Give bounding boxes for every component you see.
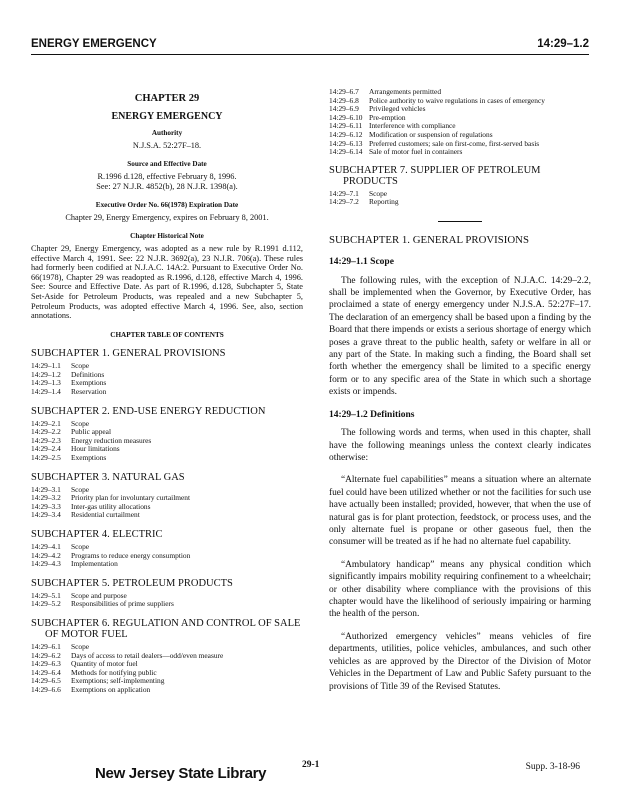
toc-entry-number: 14:29–3.2 bbox=[31, 493, 61, 503]
history-label: Chapter Historical Note bbox=[130, 232, 204, 241]
toc-entry-title: Scope bbox=[71, 418, 90, 428]
toc-entry-number: 14:29–2.5 bbox=[31, 453, 61, 463]
toc-entry-title: Interference with compliance bbox=[369, 121, 456, 131]
toc-entry-number: 14:29–6.4 bbox=[31, 667, 61, 677]
definitions-intro: The following words and terms, when used in this chapter, shall have the following meanings unless the context clearly indicates otherwise: bbox=[329, 428, 591, 463]
toc-entry-title: Quantity of motor fuel bbox=[71, 659, 138, 669]
toc-entry-number: 14:29–6.2 bbox=[31, 650, 61, 660]
library-watermark: New Jersey State Library bbox=[95, 765, 267, 782]
toc-entry-number: 14:29–1.4 bbox=[31, 387, 61, 397]
chapter-number: CHAPTER 29 bbox=[134, 93, 200, 104]
source-line-2: See: 27 N.J.R. 4852(b), 28 N.J.R. 1398(a). bbox=[96, 181, 238, 191]
header-section-number: 14:29–1.2 bbox=[537, 38, 589, 50]
toc-entry-number: 14:29–3.3 bbox=[31, 501, 61, 511]
toc-entry-title: Exemptions on application bbox=[71, 684, 151, 694]
toc-entry bbox=[31, 511, 303, 520]
authority-label: Authority bbox=[151, 129, 183, 138]
toc-subchapter-items bbox=[31, 362, 303, 396]
toc-entry-title: Methods for notifying public bbox=[71, 667, 157, 677]
definition-emergency-vehicles: “Authorized emergency vehicles” means vehicles of fire departments, utilities, police vehicles, ambulances, and such other vehicles as are approved by the Director of the Division of Motor Vehicles in the Department of Law and Public Safety pursuant to the provisions of Title 39 of the Revised Statutes. bbox=[329, 631, 591, 692]
toc-entry-number: 14:29–1.2 bbox=[31, 369, 61, 379]
toc-entry-title: Scope bbox=[71, 542, 90, 551]
header-title: ENERGY EMERGENCY bbox=[31, 38, 157, 50]
toc-subchapter-title: SUBCHAPTER 2. END-USE ENERGY REDUCTION bbox=[31, 405, 266, 417]
toc-entry-title: Implementation bbox=[71, 559, 118, 569]
subchapter-7-items bbox=[329, 190, 591, 207]
toc-entry-title: Exemptions bbox=[71, 453, 107, 463]
toc-entry-title: Scope bbox=[71, 361, 90, 371]
section-scope-text: The following rules, with the exception of N.J.A.C. 14:29–2.2, shall be implemented when the Governor, by Executive Order, has proclaimed a state of energy emergency under N.J.S.A. 52:27F–17. The declaration of an emergency shall be based upon a finding by the Board that there impends or exists a serious shortage of energy which poses a grave threat to the public health, safety or welfare in all or any part of the State. In making such a finding, the Board shall set forth whether the emergency shall be limited to a specific energy form or to any specific area of the State in which such a shortage exists or impends. bbox=[329, 275, 591, 398]
toc-entry-number: 14:29–6.9 bbox=[329, 104, 359, 114]
page-footer bbox=[0, 757, 620, 787]
toc-entry-title: Programs to reduce energy consumption bbox=[71, 550, 191, 560]
toc-subchapter-items bbox=[31, 486, 303, 520]
toc-entry-number: 14:29–5.2 bbox=[31, 599, 61, 609]
toc-entry-number: 14:29–1.1 bbox=[31, 361, 61, 371]
toc-entry-number: 14:29–6.13 bbox=[329, 138, 363, 148]
toc-entry bbox=[329, 198, 591, 207]
toc-entry-number: 14:29–2.1 bbox=[31, 418, 61, 428]
running-header bbox=[31, 38, 589, 55]
toc-entry-title: Modification or suspension of regulations bbox=[369, 129, 493, 139]
right-column bbox=[329, 88, 591, 693]
toc-subchapter-title: SUBCHAPTER 5. PETROLEUM PRODUCTS bbox=[31, 577, 233, 589]
divider-rule bbox=[438, 221, 482, 222]
toc-entry-number: 14:29–5.1 bbox=[31, 590, 61, 600]
chapter-title: ENERGY EMERGENCY bbox=[111, 110, 223, 122]
toc-subchapter-title: SUBCHAPTER 4. ELECTRIC bbox=[31, 529, 163, 540]
toc-entry-number: 14:29–1.3 bbox=[31, 378, 61, 388]
toc-entry bbox=[31, 600, 303, 609]
section-scope-heading: 14:29–1.1 Scope bbox=[329, 256, 394, 267]
toc-entry bbox=[31, 560, 303, 569]
toc-entry-number: 14:29–4.2 bbox=[31, 550, 61, 560]
toc-entry-title: Hour limitations bbox=[71, 444, 120, 454]
toc-entry-number: 14:29–6.1 bbox=[31, 641, 61, 651]
definition-alternate-fuel: “Alternate fuel capabilities” means a situation where an alternate fuel could have been utilized whether or not the facilities for such use have actually been installed; provided, however, that when the use of natural gas is for plant protection, feedstock, or process uses, and the only alternate fuel is propane or other gaseous fuel, then the consumer will be treated as if he had no alternate fuel capability. bbox=[329, 475, 591, 548]
toc-entry-number: 14:29–6.6 bbox=[31, 684, 61, 694]
toc-subchapter-title: SUBCHAPTER 3. NATURAL GAS bbox=[31, 471, 185, 483]
toc-entry-number: 14:29–4.1 bbox=[31, 542, 61, 551]
toc-entry-title: Residential curtailment bbox=[71, 510, 140, 520]
executive-order-label: Executive Order No. 66(1978) Expiration Date bbox=[95, 201, 239, 210]
toc-subchapter-title: SUBCHAPTER 6. REGULATION AND CONTROL OF SALE OF MOTOR FUEL bbox=[31, 617, 301, 640]
toc-entry-title: Reservation bbox=[71, 387, 107, 397]
toc-entry-title: Public appeal bbox=[71, 427, 112, 437]
toc-entry-number: 14:29–3.4 bbox=[31, 510, 61, 520]
toc-entry-number: 14:29–7.2 bbox=[329, 197, 359, 207]
toc-entry-number: 14:29–4.3 bbox=[31, 559, 61, 569]
toc-entry-number: 14:29–6.5 bbox=[31, 676, 61, 686]
supplement-date: Supp. 3-18-96 bbox=[525, 762, 580, 772]
toc-entry-number: 14:29–6.8 bbox=[329, 95, 359, 105]
toc-entry-number: 14:29–6.14 bbox=[329, 147, 363, 157]
toc-entry bbox=[329, 148, 591, 157]
toc-entry-number: 14:29–2.4 bbox=[31, 444, 61, 454]
toc-entry-title: Scope bbox=[369, 188, 388, 198]
toc-entry-number: 14:29–2.3 bbox=[31, 435, 61, 445]
toc-entry-title: Scope and purpose bbox=[71, 590, 127, 600]
authority-text: N.J.S.A. 52:27F–18. bbox=[132, 140, 202, 150]
toc-entry-title: Reporting bbox=[369, 197, 399, 207]
toc-entry-title: Pre-emption bbox=[369, 112, 406, 122]
toc-subchapter-title: SUBCHAPTER 1. GENERAL PROVISIONS bbox=[31, 348, 226, 360]
source-line-1: R.1996 d.128, effective February 8, 1996. bbox=[97, 171, 237, 181]
page-number: 29-1 bbox=[302, 760, 320, 770]
left-column bbox=[31, 88, 303, 695]
toc-entry-title: Arrangements permitted bbox=[369, 87, 442, 96]
toc-entry-title: Priority plan for involuntary curtailment bbox=[71, 493, 191, 503]
toc-entry-title: Exemptions bbox=[71, 378, 107, 388]
toc-entry bbox=[31, 388, 303, 397]
toc-label: CHAPTER TABLE OF CONTENTS bbox=[110, 330, 224, 339]
definition-ambulatory-handicap: “Ambulatory handicap” means any physical condition which significantly impairs mobility requiring confinement to a wheelchair; or other disability where compliance with the provisions of this chapter would have the likelihood of seriously impairing or harming the health of the person. bbox=[329, 559, 591, 620]
toc-entry-title: Privileged vehicles bbox=[369, 104, 426, 114]
toc-entry-title: Inter-gas utility allocations bbox=[71, 501, 151, 511]
toc-continued bbox=[329, 88, 591, 157]
history-text: Chapter 29, Energy Emergency, was adopted as a new rule by R.1991 d.112, effective March 4, 1991. See: 22 N.J.R. 3692(a), 23 N.J.R. 706(a). These rules had formerly been codified at N.J.A.C. 14A:2. Pursuant to Executive Order No. 66(1978), Chapter 29 was readopted as R.1996, d.128, effective March 4, 1996. See: Source and Effective Date. As part of R.1996, d.128, Subchapter 5, State Set-Aside for Petroleum Products, was repealed and a new Subchapter 5, Petroleum Products, was adopted effective March 4, 1996. See, also, section annotations. bbox=[31, 243, 303, 321]
toc-entry bbox=[31, 454, 303, 463]
toc-entry-title: Preferred customers; sale on first-come, first-served basis bbox=[369, 138, 540, 148]
source-label: Source and Effective Date bbox=[127, 160, 207, 169]
table-of-contents bbox=[31, 348, 303, 694]
executive-order-text: Chapter 29, Energy Emergency, expires on February 8, 2001. bbox=[65, 212, 269, 222]
toc-subchapter-items bbox=[31, 592, 303, 609]
toc-entry-title: Sale of motor fuel in containers bbox=[369, 147, 463, 157]
toc-entry-title: Police authority to waive regulations in cases of emergency bbox=[369, 95, 545, 105]
toc-subchapter-items bbox=[31, 420, 303, 463]
toc-entry-number: 14:29–3.1 bbox=[31, 484, 61, 494]
subchapter-7-title: SUBCHAPTER 7. SUPPLIER OF PETROLEUM PRODUCTS bbox=[329, 164, 541, 187]
toc-entry-number: 14:29–6.12 bbox=[329, 129, 363, 139]
toc-entry-number: 14:29–6.11 bbox=[329, 121, 363, 131]
toc-entry bbox=[31, 686, 303, 695]
subchapter-1-heading: SUBCHAPTER 1. GENERAL PROVISIONS bbox=[329, 233, 529, 246]
toc-entry-title: Scope bbox=[71, 641, 90, 651]
toc-entry-title: Days of access to retail dealers—odd/even measure bbox=[71, 650, 224, 660]
toc-subchapter-items bbox=[31, 543, 303, 569]
toc-entry-number: 14:29–7.1 bbox=[329, 188, 359, 198]
toc-entry-title: Exemptions; self-implementing bbox=[71, 676, 165, 686]
toc-entry-number: 14:29–6.7 bbox=[329, 87, 359, 96]
toc-entry-number: 14:29–2.2 bbox=[31, 427, 61, 437]
toc-entry-title: Scope bbox=[71, 484, 90, 494]
toc-entry-number: 14:29–6.3 bbox=[31, 659, 61, 669]
section-definitions-heading: 14:29–1.2 Definitions bbox=[329, 409, 415, 420]
toc-subchapter-items bbox=[31, 643, 303, 695]
toc-entry-title: Responsibilities of prime suppliers bbox=[71, 599, 174, 609]
toc-entry-title: Energy reduction measures bbox=[71, 435, 152, 445]
toc-entry-title: Definitions bbox=[71, 369, 105, 379]
toc-entry-number: 14:29–6.10 bbox=[329, 112, 363, 122]
